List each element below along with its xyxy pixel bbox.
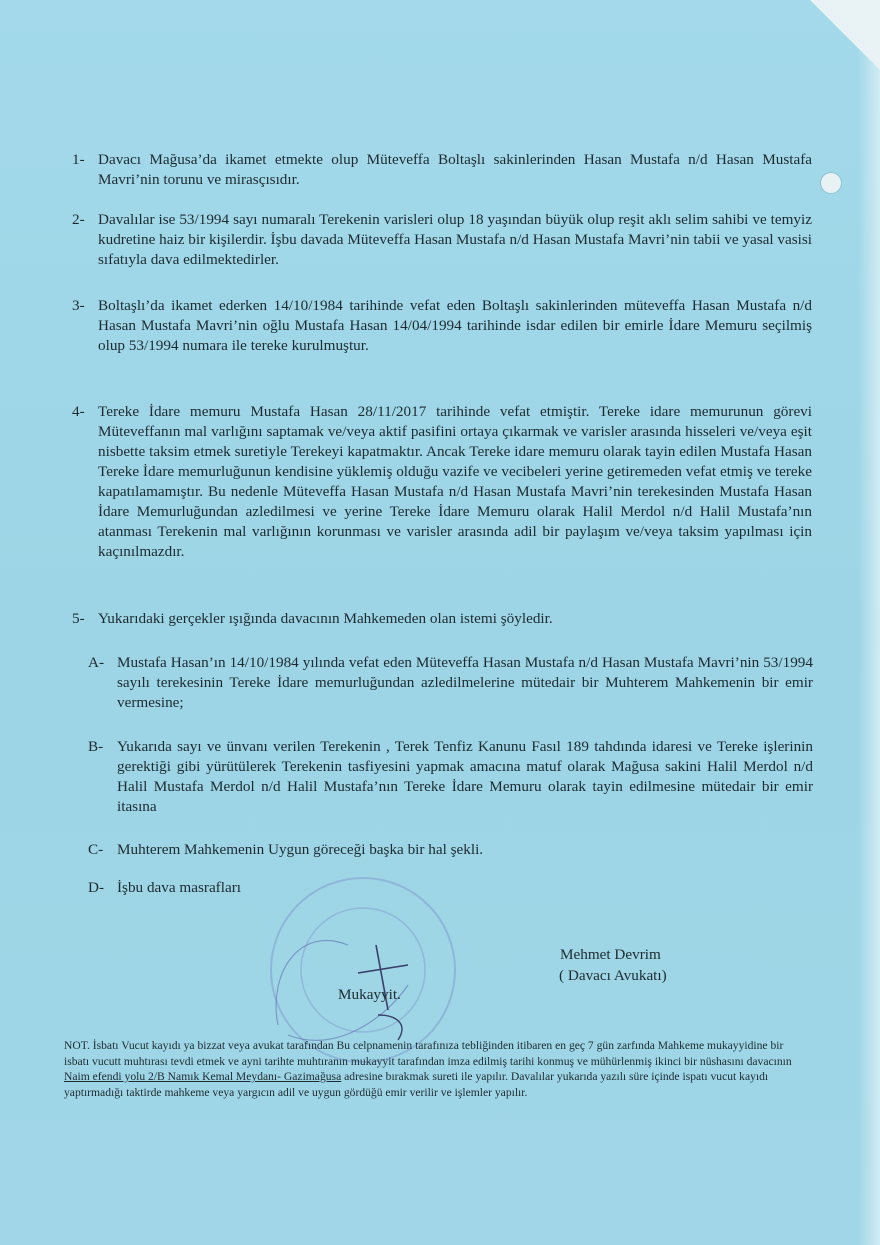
subitem-text: İşbu dava masrafları [117, 879, 241, 896]
item-text: Davacı Mağusa’da ikamet etmekte olup Müteveffa Boltaşlı sakinlerinden Hasan Mustafa n/d Hasan Mustafa Mavri’nin torunu ve mirasçısıdır. [98, 151, 812, 188]
item-number: 2- [72, 211, 85, 228]
subitem-letter: A- [88, 654, 105, 671]
subitem-text: Muhterem Mahkemenin Uygun göreceği başka bir hal şekli. [117, 841, 484, 858]
footnote-address: Naim efendi yolu 2/B Namık Kemal Meydanı- Gazimağusa [64, 1070, 342, 1083]
subitem-letter: C- [88, 841, 104, 858]
subitem-text: Mustafa Hasan’ın 14/10/1984 yılında vefat eden Müteveffa Hasan Mustafa n/d Hasan Mustafa Mavri’nin 53/1994 sayılı terekesinin Tereke İdare memurluğundan azledilmelerine mütedair bir Muhterem Mahkemenin bir emir vermesine; [117, 654, 813, 711]
item-text: Tereke İdare memuru Mustafa Hasan 28/11/2017 tarihinde vefat etmiştir. Tereke idare memurunun görevi Müteveffanın mal varlığını saptamak ve/veya aktif pasifini ortaya çıkarmak ve varisler arasında hisseleri ve/veya eşit nisbette taksim etmek suretiyle Terekeyi kapatmaktır. Ancak Tereke idare memuru olarak tayin edilen Mustafa Hasan Tereke İdare memurluğunun kendisine yüklemiş olduğu vazife ve vecibeleri yerine getiremeden vefat etmiş ve tereke kapatılamamıştır. Bu nedenle Müteveffa Hasan Mustafa n/d Hasan Mustafa Mavri’nin terekesinden Mustafa Hasan İdare Memurluğundan azledilmesi ve yerine Tereke İdare Memuru olarak Halil Merdol n/d Halil Mustafa’nın atanması Terekenin mal varlığının korunması ve varisler arasında adil bir paylaşım ve/veya taksim yapılması için kaçınılmazdır. [98, 403, 812, 560]
item-number: 5- [72, 610, 85, 627]
footnote [64, 1038, 810, 1100]
mukayyit-label: Mukayyit. [338, 986, 401, 1003]
item-text: Davalılar ise 53/1994 sayı numaralı Terekenin varisleri olup 18 yaşından büyük olup reşit aklı selim sahibi ve temyiz kudretine haiz bir kişilerdir. İşbu davada Müteveffa Hasan Mustafa n/d Hasan Mustafa Mavri’nin tabii ve yasal vasisi sıfatıyla dava edilmektedirler. [98, 211, 812, 268]
item-text: Yukarıdaki gerçekler ışığında davacının Mahkemeden olan istemi şöyledir. [98, 610, 553, 627]
footnote-text-2: adresine bırakmak sureti ile yapılır. Davalılar yukarıda yazılı süre içinde ispatı vucut kayıdı yaptırmadığı taktirde mahkeme veya yargıcın adil ve uygun gördüğü emir verilir ve işlemler yapılır. [64, 1070, 769, 1099]
item-number: 1- [72, 151, 85, 168]
lawyer-role: ( Davacı Avukatı) [559, 967, 667, 984]
item-number: 3- [72, 297, 85, 314]
punch-hole [820, 172, 842, 194]
item-number: 4- [72, 403, 85, 420]
lawyer-name: Mehmet Devrim [560, 946, 661, 963]
subitem-letter: D- [88, 879, 105, 896]
subitem-text: Yukarıda sayı ve ünvanı verilen Terekenin , Terek Tenfiz Kanunu Fasıl 189 tahdında idaresi ve Tereke işlerinin gerektiği gibi yürütülerek Terekenin tasfiyesini yapmak amacına matuf olarak Mağusa sakini Halil Merdol n/d Halil Mustafa Merdol n/d Halil Mustafa’nın Tereke İdare Memuru olarak tayin edilmesine mütedair bir emir itasına [117, 738, 813, 815]
folded-corner [810, 0, 880, 70]
subitem-letter: B- [88, 738, 104, 755]
footnote-text-1: NOT. İsbatı Vucut kayıdı ya bizzat veya avukat tarafından Bu celpnamenin tarafınıza tebliğinden itibaren en geç 7 gün zarfında Mahkeme mukayyidine bir isbatı vucutt muhtırası tevdi etmek ve ayni tarihte muhtıranın mukayyit tarafından imza edilmiş tarihi konmuş ve mühürlenmiş ikinci bir nüshasını davacının [64, 1039, 792, 1068]
item-text: Boltaşlı’da ikamet ederken 14/10/1984 tarihinde vefat eden Boltaşlı sakinlerinden müteveffa Hasan Mustafa n/d Hasan Mustafa Mavri’nin oğlu Mustafa Hasan 14/04/1994 tarihinde isdar edilen bir emirle İdare Memuru seçilmiş olup 53/1994 numara ile tereke kurulmuştur. [98, 297, 812, 354]
page-edge [858, 0, 880, 1245]
